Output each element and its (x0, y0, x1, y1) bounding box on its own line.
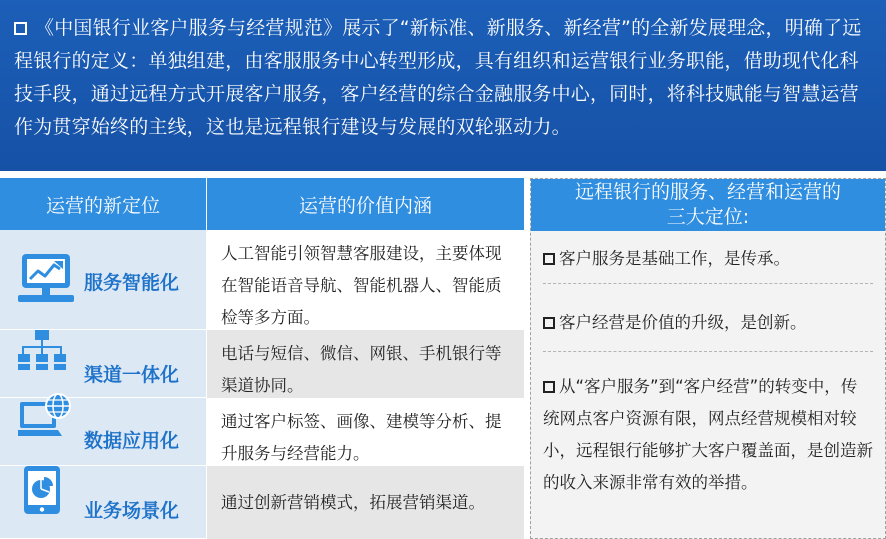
positioning-table (0, 178, 524, 539)
table-row (0, 330, 524, 398)
network-hierarchy-icon (18, 328, 66, 372)
table-header-value: 运营的价值内涵 (207, 178, 524, 230)
three-positioning-panel (530, 178, 886, 539)
table-header-positioning: 运营的新定位 (0, 178, 206, 230)
panel-title-line2: 三大定位: (666, 206, 750, 228)
panel-title-line1: 远程银行的服务、经营和运营的 (574, 181, 841, 203)
list-item (543, 371, 873, 499)
intro-paragraph (14, 12, 870, 144)
chart-monitor-icon (18, 252, 74, 304)
table-row-label-cell (0, 330, 206, 398)
table-row (0, 230, 524, 330)
list-item (543, 243, 873, 275)
laptop-globe-icon (18, 392, 72, 438)
table-row (0, 398, 524, 466)
row-label: 服务智能化 (84, 272, 180, 294)
table-row-label-cell (0, 466, 206, 539)
list-item (543, 307, 873, 339)
dashed-divider (543, 351, 873, 352)
row-description: 通过客户标签、画像、建模等分析、提升服务与经营能力。 (207, 398, 524, 466)
row-label: 业务场景化 (84, 500, 180, 522)
table-row (0, 466, 524, 539)
row-label: 渠道一体化 (84, 364, 180, 386)
row-description (207, 466, 524, 539)
row-description-text: 通过创新营销模式，拓展营销渠道。 (221, 492, 485, 512)
list-item-text: 客户经营是价值的升级，是创新。 (559, 313, 807, 332)
table-row-label-cell (0, 230, 206, 330)
table-row-label-cell (0, 398, 206, 466)
square-bullet-icon (543, 381, 555, 393)
panel-title (531, 179, 885, 231)
row-description: 人工智能引领智慧客服建设，主要体现在智能语音导航、智能机器人、智能质检等多方面。 (207, 230, 524, 330)
list-item-text: 客户服务是基础工作，是传承。 (559, 249, 790, 268)
intro-text: 《中国银行业客户服务与经营规范》展示了“新标准、新服务、新经营”的全新发展理念，明确了远程银行的定义：单独组建，由客服服务中心转型形成，具有组织和运营银行业务职能，借助现代化科技手段，通过远程方式开展客户服务，客户经营的综合金融服务中心，同时，将科技赋能与智慧运营作为贯穿始终的主线，这也是远程银行建设与发展的双轮驱动力。 (14, 17, 862, 138)
dashed-divider (543, 283, 873, 284)
intro-banner (0, 0, 886, 171)
tablet-pie-icon (22, 464, 62, 516)
square-bullet-icon (543, 253, 555, 265)
square-bullet-icon (543, 317, 555, 329)
row-description: 电话与短信、微信、网银、手机银行等渠道协同。 (207, 330, 524, 398)
list-item-text: 从“客户服务”到“客户经营”的转变中，传统网点客户资源有限，网点经营规模相对较小，远程银行能够扩大客户覆盖面，是创造新的收入来源非常有效的举措。 (543, 377, 873, 492)
square-bullet-icon (14, 22, 27, 35)
row-label: 数据应用化 (84, 430, 180, 452)
